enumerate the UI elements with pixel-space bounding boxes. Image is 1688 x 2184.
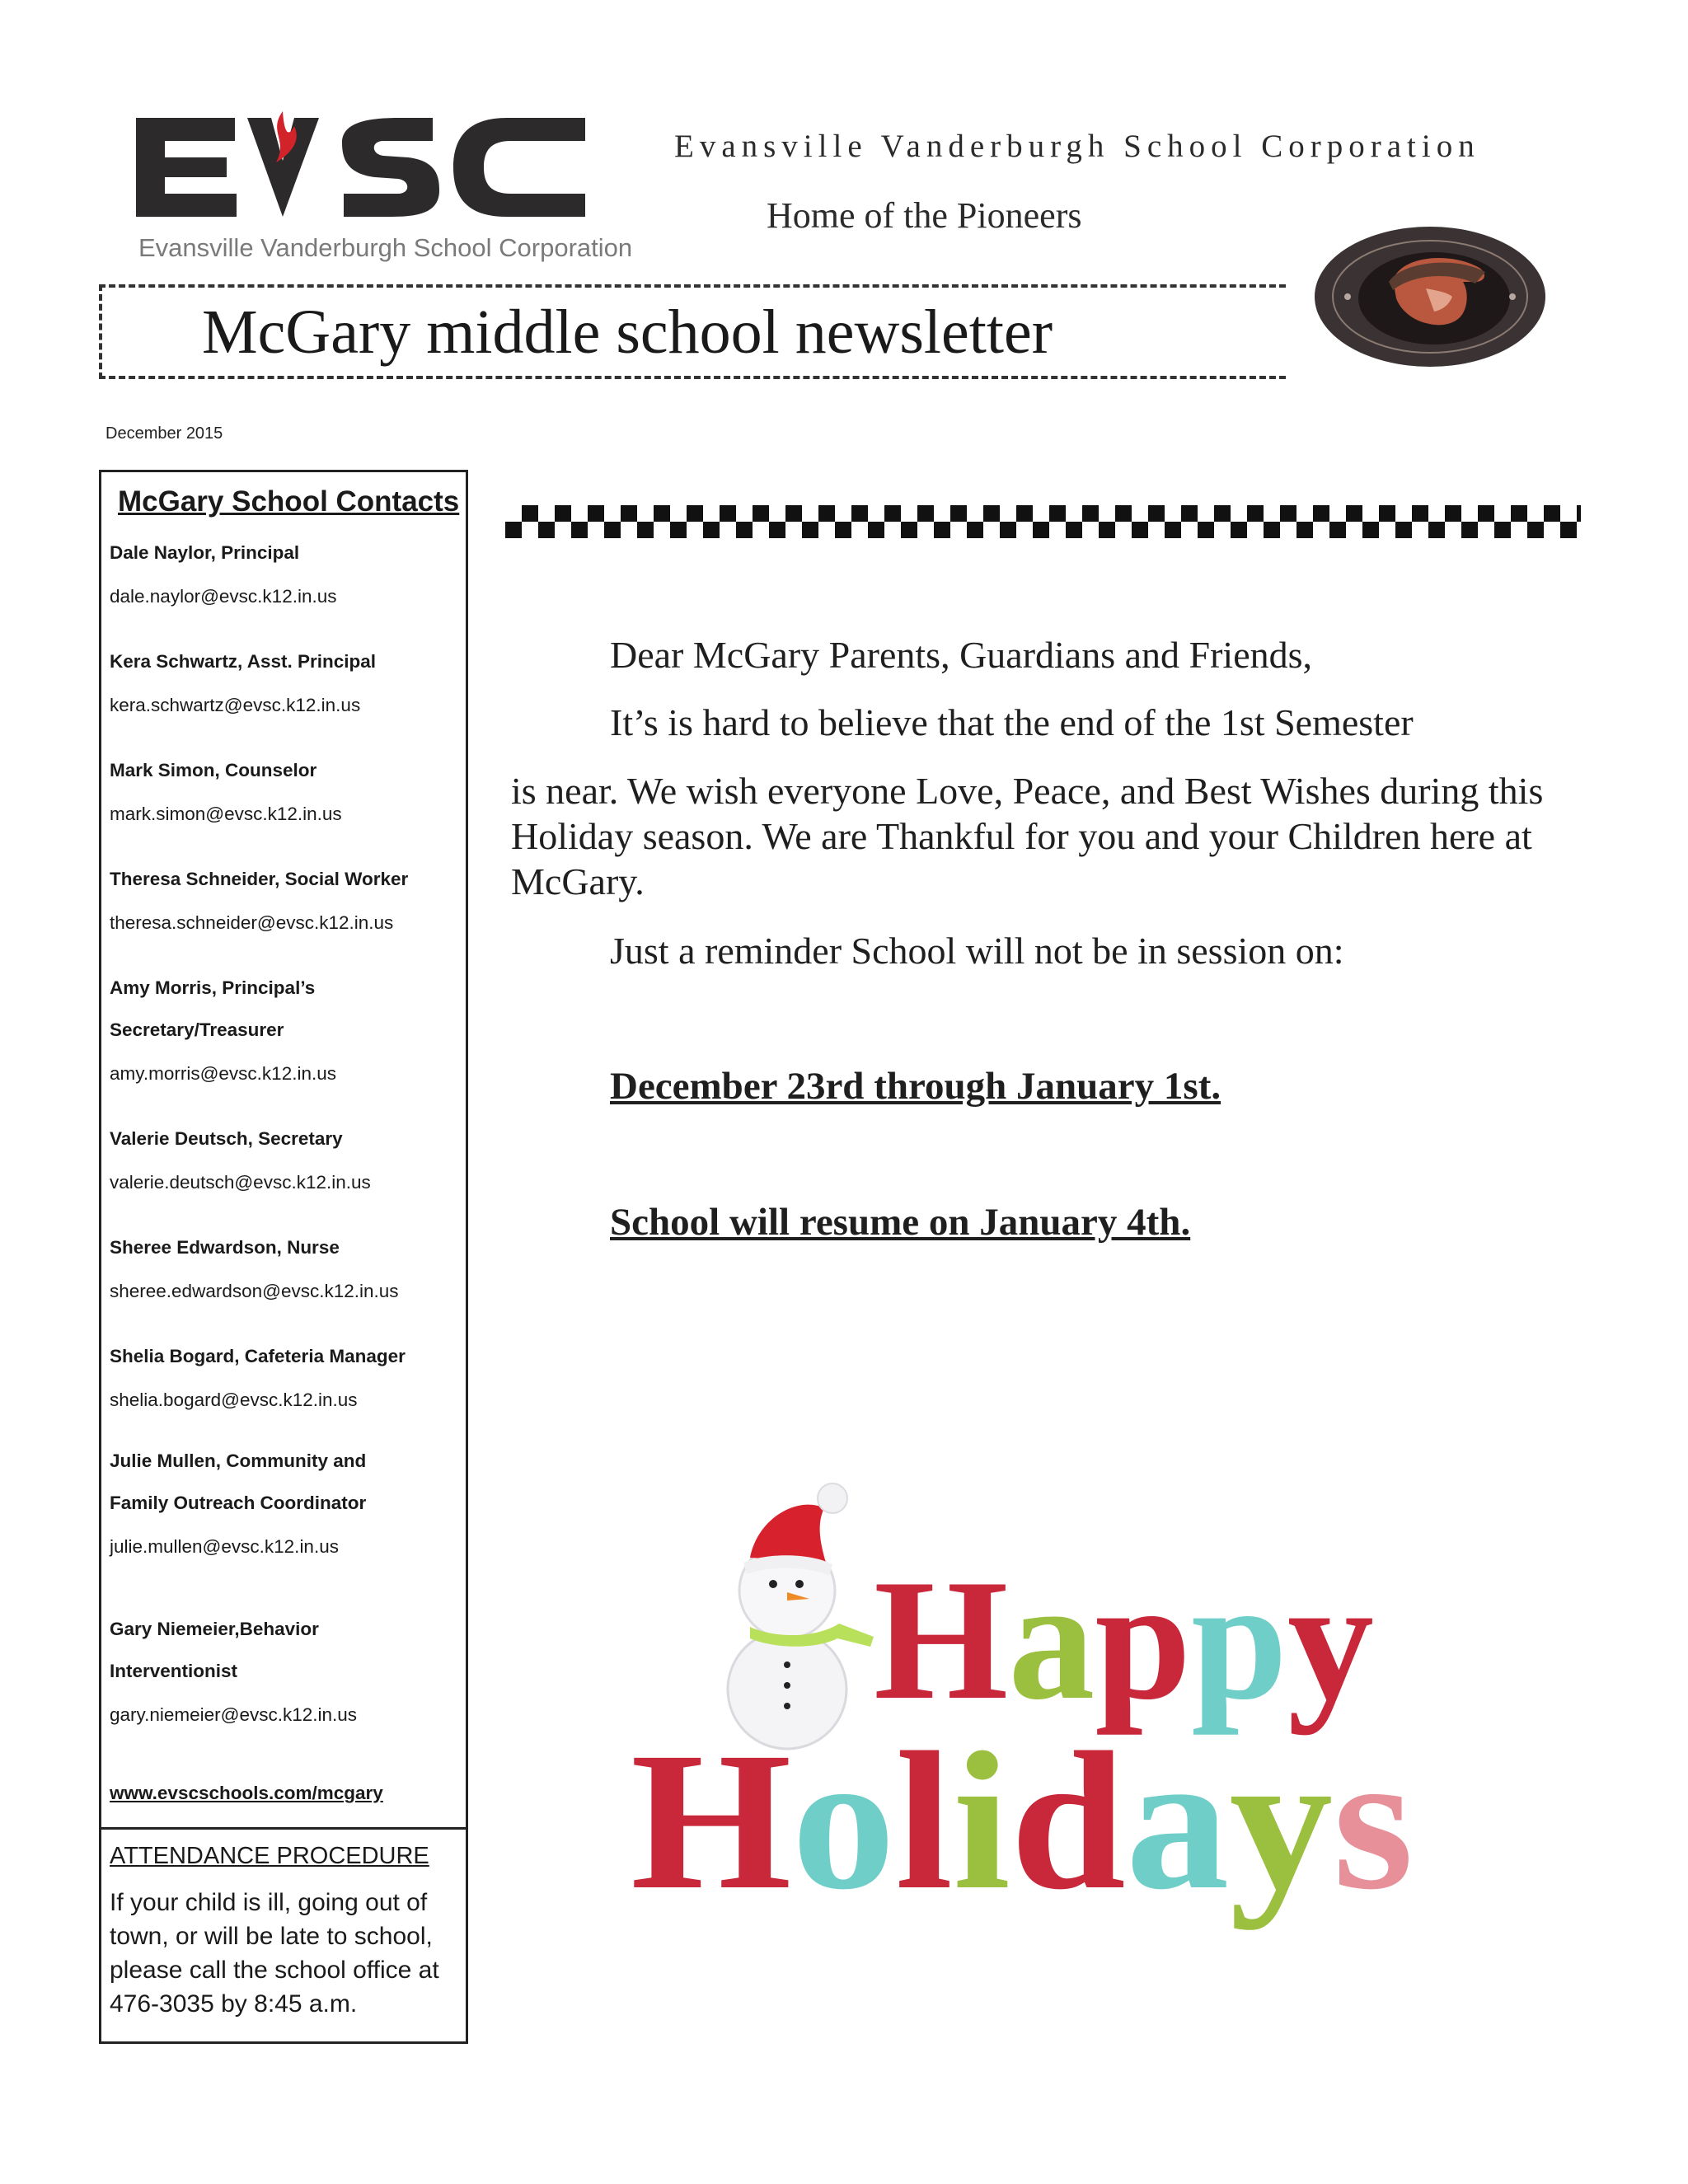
- checker-square: [571, 522, 588, 538]
- contact-email[interactable]: theresa.schneider@evsc.k12.in.us: [110, 912, 394, 933]
- school-website-link[interactable]: www.evscschools.com/mcgary: [110, 1783, 383, 1803]
- happy-holidays-art: [626, 1401, 1418, 1994]
- checker-square: [637, 522, 654, 538]
- attendance-title: ATTENDANCE PROCEDURE: [110, 1843, 429, 1869]
- happy-letter: H: [874, 1544, 1009, 1736]
- checker-square: [1329, 522, 1346, 538]
- letter-paragraph: is near. We wish everyone Love, Peace, and Best Wishes during this Holiday season. We are Thankful for you and your Children here at McGary.: [511, 770, 1544, 902]
- happy-letter: y: [1287, 1544, 1374, 1736]
- contact-name: Theresa Schneider, Social Worker: [110, 869, 409, 889]
- checker-square: [505, 522, 522, 538]
- contact-name: Julie Mullen, Community and: [110, 1451, 367, 1471]
- letter-paragraph-first-line: It’s is hard to believe that the end of the 1st Semester: [610, 701, 1414, 743]
- contact-email[interactable]: julie.mullen@evsc.k12.in.us: [110, 1536, 339, 1557]
- happy-letter: p: [1191, 1544, 1287, 1736]
- holidays-letter: y: [1229, 1711, 1329, 1930]
- holidays-letter: H: [631, 1711, 785, 1930]
- issue-date: December 2015: [106, 424, 223, 443]
- checker-square: [1099, 522, 1115, 538]
- contact-name: Kera Schwartz, Asst. Principal: [110, 651, 377, 672]
- checker-square: [736, 522, 753, 538]
- corporation-name: Evansville Vanderburgh School Corporation: [674, 129, 1480, 164]
- checker-square: [1560, 522, 1577, 538]
- contact-name: Mark Simon, Counselor: [110, 760, 317, 780]
- checker-square: [753, 505, 769, 522]
- checkered-divider: [505, 505, 1581, 538]
- checker-square: [1000, 522, 1016, 538]
- checker-square: [1461, 522, 1478, 538]
- happy-text: [874, 1544, 1374, 1736]
- checker-square: [1115, 505, 1132, 522]
- checkered-pattern: [505, 505, 1581, 538]
- checker-square: [934, 522, 950, 538]
- contact-email[interactable]: dale.naylor@evsc.k12.in.us: [110, 586, 337, 607]
- checker-square: [670, 522, 687, 538]
- contact-email[interactable]: mark.simon@evsc.k12.in.us: [110, 804, 342, 824]
- checker-square: [835, 522, 851, 538]
- closure-dates: December 23rd through January 1st.: [610, 1065, 1221, 1108]
- checker-square: [1478, 505, 1494, 522]
- checker-square: [1445, 505, 1461, 522]
- checker-square: [1296, 522, 1313, 538]
- checker-square: [588, 505, 604, 522]
- checker-square: [1198, 522, 1214, 538]
- checker-square: [1049, 505, 1066, 522]
- checker-square: [1362, 522, 1379, 538]
- checker-square: [1412, 505, 1428, 522]
- checker-square: [967, 522, 983, 538]
- mascot-seal: [1311, 223, 1550, 371]
- checker-square: [1346, 505, 1362, 522]
- checker-square: [851, 505, 868, 522]
- checker-square: [720, 505, 736, 522]
- checker-square: [538, 522, 555, 538]
- checker-square: [785, 505, 802, 522]
- contact-name: Shelia Bogard, Cafeteria Manager: [110, 1346, 406, 1366]
- holidays-letter: d: [1010, 1711, 1121, 1930]
- contact-email[interactable]: kera.schwartz@evsc.k12.in.us: [110, 695, 361, 715]
- newsletter-title: McGary middle school newsletter: [202, 298, 1053, 367]
- letter-reminder: Just a reminder School will not be in session on:: [610, 930, 1344, 972]
- checker-square: [917, 505, 934, 522]
- school-motto: Home of the Pioneers: [767, 195, 1082, 236]
- holidays-letter: o: [791, 1711, 891, 1930]
- checker-square: [950, 505, 967, 522]
- checker-square: [802, 522, 818, 538]
- checker-square: [621, 505, 637, 522]
- checker-square: [1428, 522, 1445, 538]
- holidays-text: [631, 1711, 1414, 1930]
- evsc-logo-mark: [136, 111, 585, 235]
- contact-email[interactable]: valerie.deutsch@evsc.k12.in.us: [110, 1172, 371, 1193]
- checker-square: [1313, 505, 1329, 522]
- checker-square: [983, 505, 1000, 522]
- checker-square: [1082, 505, 1099, 522]
- checker-square: [1033, 522, 1049, 538]
- checker-square: [1214, 505, 1231, 522]
- checker-square: [1231, 522, 1247, 538]
- checker-square: [1379, 505, 1395, 522]
- attendance-text: If your child is ill, going out of town, or will be late to school, please call the school office at 476-3035 by 8:45 a.m.: [110, 1889, 439, 2018]
- checker-square: [884, 505, 901, 522]
- checker-square: [604, 522, 621, 538]
- checker-square: [1527, 522, 1544, 538]
- contact-name: Amy Morris, Principal’s: [110, 977, 316, 998]
- contact-name: Gary Niemeier,Behavior: [110, 1619, 319, 1639]
- contact-name-cont: Interventionist: [110, 1661, 238, 1681]
- checker-square: [1280, 505, 1296, 522]
- pioneer-seal-icon: [1311, 223, 1550, 371]
- happy-letter: a: [1008, 1544, 1095, 1736]
- checker-square: [1181, 505, 1198, 522]
- checker-square: [1165, 522, 1181, 538]
- logo-subtitle: Evansville Vanderburgh School Corporation: [138, 233, 633, 262]
- contact-name: Sheree Edwardson, Nurse: [110, 1237, 340, 1258]
- checker-square: [1577, 505, 1581, 522]
- checker-square: [818, 505, 835, 522]
- resume-date: School will resume on January 4th.: [610, 1201, 1191, 1244]
- checker-square: [1132, 522, 1148, 538]
- contact-email[interactable]: shelia.bogard@evsc.k12.in.us: [110, 1390, 358, 1410]
- checker-square: [769, 522, 785, 538]
- checker-square: [1511, 505, 1527, 522]
- checker-square: [1148, 505, 1165, 522]
- contact-email[interactable]: amy.morris@evsc.k12.in.us: [110, 1063, 336, 1084]
- holidays-letter: s: [1333, 1711, 1410, 1930]
- checker-square: [1544, 505, 1560, 522]
- letter-greeting: Dear McGary Parents, Guardians and Friends,: [610, 634, 1313, 676]
- holidays-letter: l: [895, 1711, 950, 1930]
- checker-square: [687, 505, 703, 522]
- contact-email[interactable]: sheree.edwardson@evsc.k12.in.us: [110, 1281, 399, 1301]
- checker-square: [654, 505, 670, 522]
- contacts-sidebar: [99, 470, 468, 2044]
- holidays-letter: i: [953, 1711, 1008, 1930]
- checker-square: [1247, 505, 1264, 522]
- contact-email[interactable]: gary.niemeier@evsc.k12.in.us: [110, 1704, 358, 1725]
- attendance-divider: [101, 1827, 466, 1830]
- contact-name-cont: Family Outreach Coordinator: [110, 1493, 367, 1513]
- checker-square: [703, 522, 720, 538]
- holidays-letter: a: [1125, 1711, 1225, 1930]
- happy-letter: p: [1095, 1544, 1192, 1736]
- snowman-icon: [728, 1483, 874, 1749]
- contacts-heading: McGary School Contacts: [118, 485, 460, 518]
- checker-square: [1395, 522, 1412, 538]
- contact-name-cont: Secretary/Treasurer: [110, 1019, 284, 1040]
- happy-holidays-image: [626, 1401, 1418, 1994]
- checker-square: [868, 522, 884, 538]
- checker-square: [1066, 522, 1082, 538]
- checker-square: [901, 522, 917, 538]
- checker-square: [522, 505, 538, 522]
- checker-square: [1016, 505, 1033, 522]
- contact-name: Dale Naylor, Principal: [110, 542, 300, 563]
- checker-square: [1494, 522, 1511, 538]
- contact-name: Valerie Deutsch, Secretary: [110, 1128, 343, 1149]
- checker-square: [1264, 522, 1280, 538]
- checker-square: [555, 505, 571, 522]
